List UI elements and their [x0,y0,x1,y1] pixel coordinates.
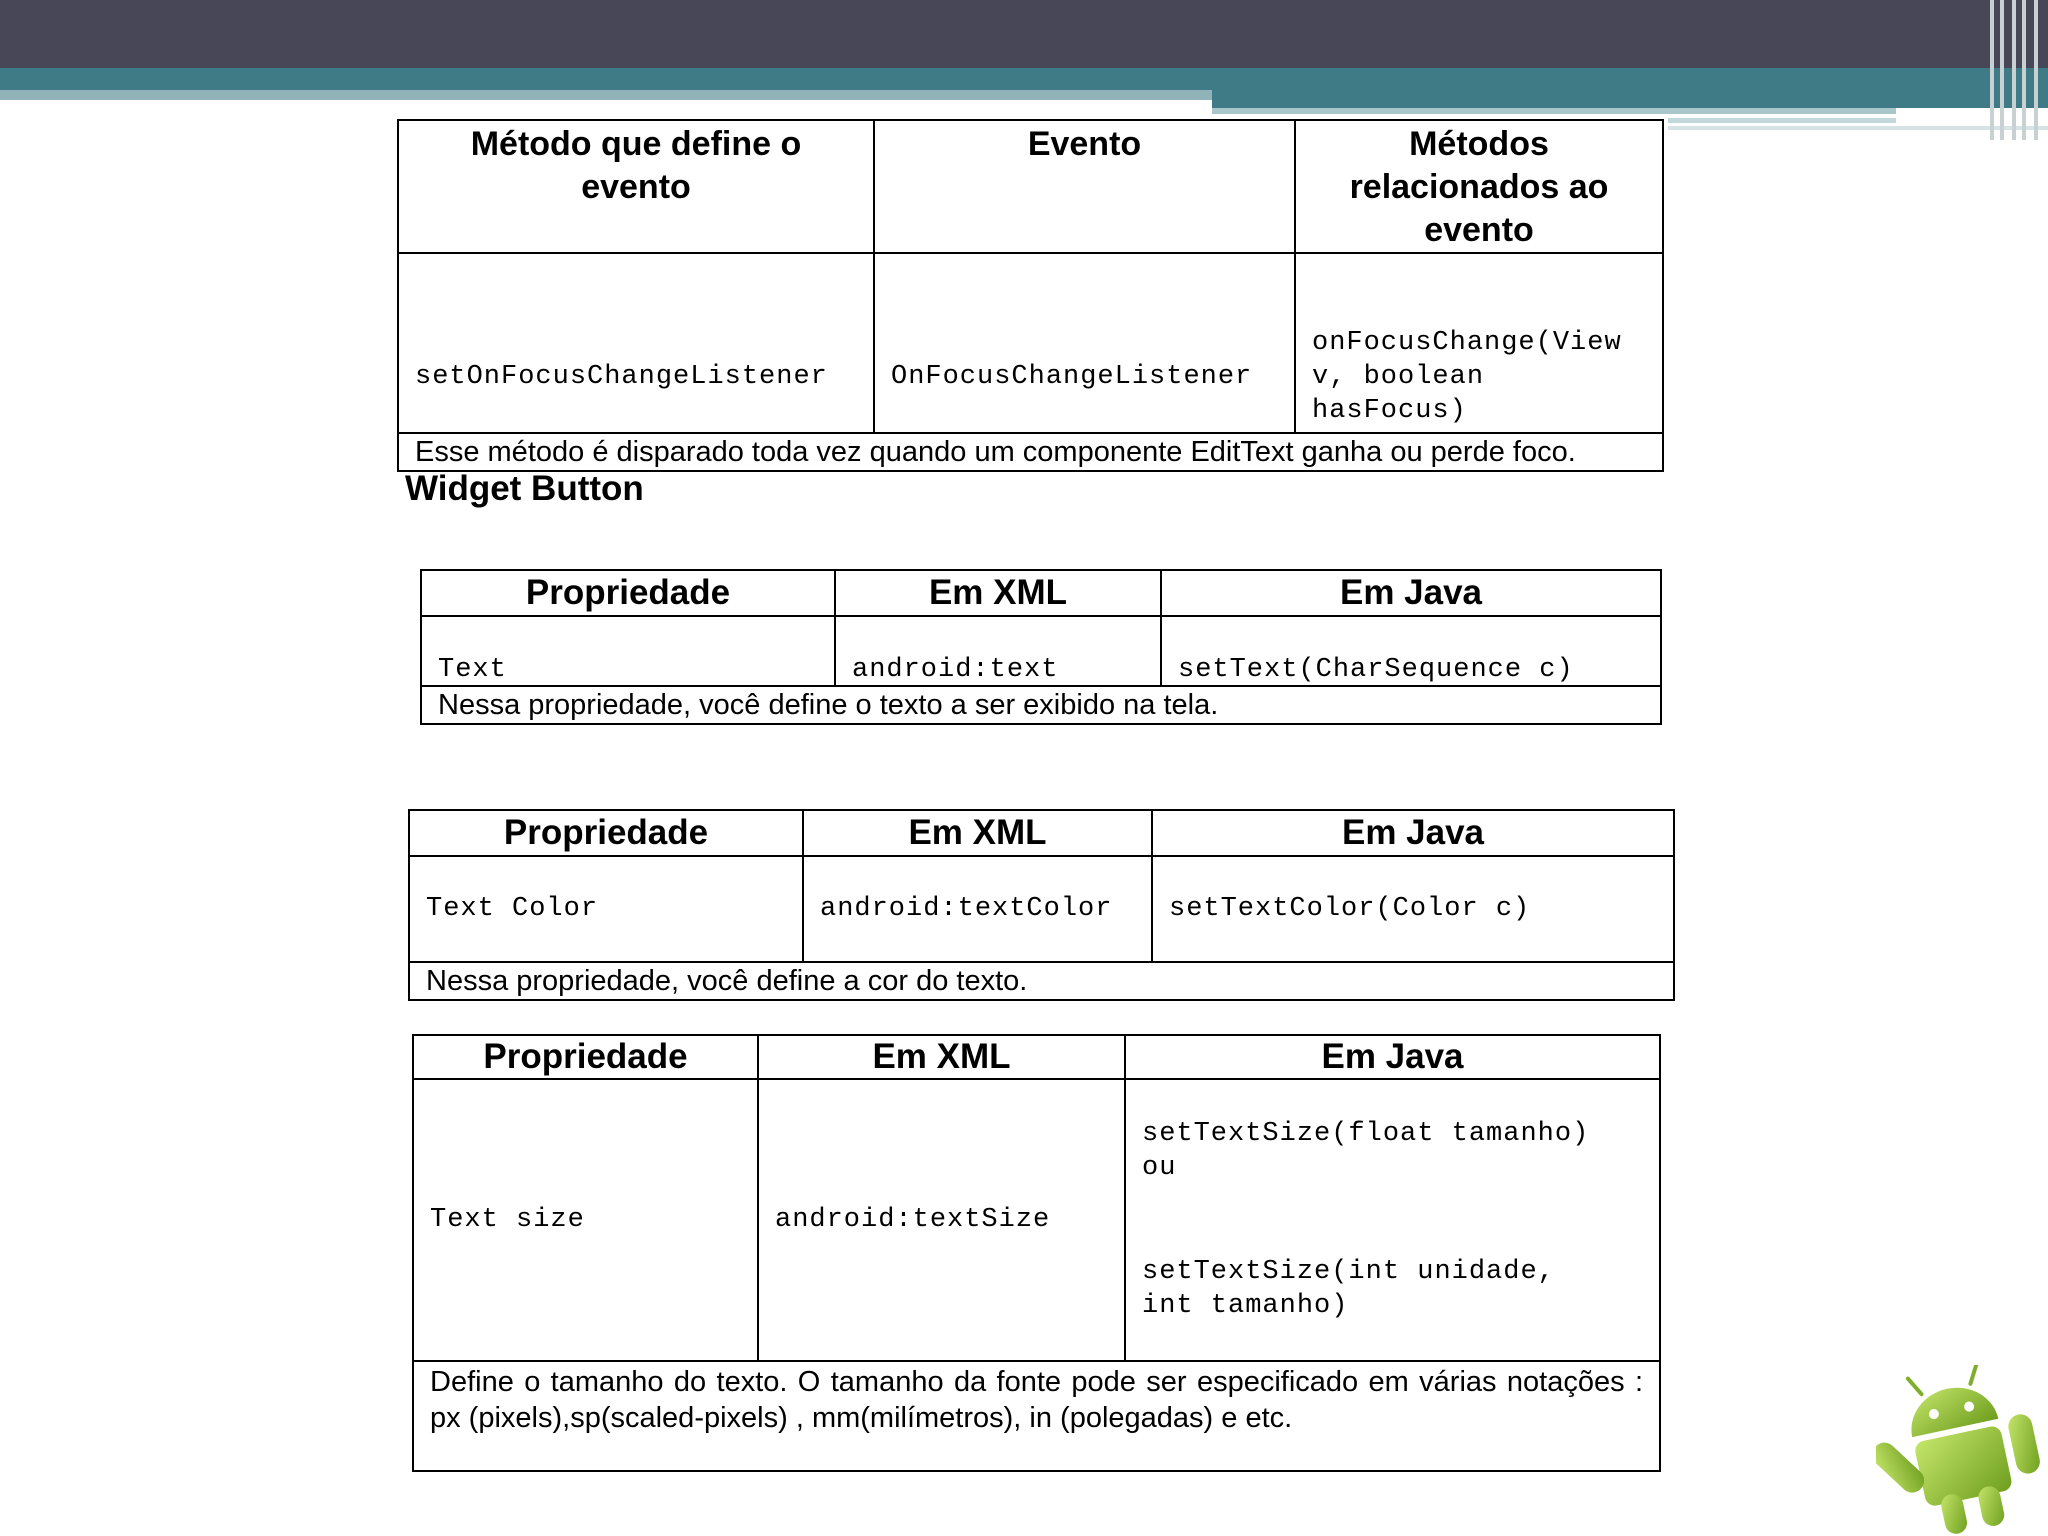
property-description: Nessa propriedade, você define a cor do texto. [409,962,1674,1000]
header-related-methods: Métodos relacionados ao evento [1295,120,1663,253]
header-property: Propriedade [409,810,803,856]
cell-xml: android:textColor [803,856,1152,962]
cell-java: setTextColor(Color c) [1152,856,1674,962]
header-dark-band [0,0,2048,68]
cell-property: Text Color [409,856,803,962]
java-line: setTextSize(int unidade, [1142,1257,1555,1287]
cell-java: setText(CharSequence c) [1161,616,1661,686]
cell-related [1295,253,1663,433]
focus-event-table [397,119,1664,472]
header-light-band [0,90,1212,100]
header-stripe [1990,0,1994,140]
related-line: v, boolean [1312,362,1485,392]
cell-event [874,253,1295,433]
header-accent-line [1212,108,1896,114]
header-event: Evento [874,120,1295,253]
event-value: OnFocusChangeListener [891,362,1253,392]
event-description: Esse método é disparado toda vez quando um componente EditText ganha ou perde foco. [398,433,1663,471]
header-xml: Em XML [803,810,1152,856]
method-value: setOnFocusChangeListener [415,362,828,392]
header-teal-band-right [1212,90,2048,108]
header-stripe [2034,0,2038,140]
header-teal-band [0,68,2048,90]
java-line: setTextSize(float tamanho) [1142,1119,1590,1149]
related-line: hasFocus) [1312,396,1467,426]
section-title: Widget Button [405,469,644,508]
cell-java [1125,1079,1660,1361]
header-xml: Em XML [758,1035,1125,1079]
property-table-text-color [408,809,1675,1001]
property-description: Nessa propriedade, você define o texto a ser exibido na tela. [421,686,1661,724]
cell-xml: android:textSize [758,1079,1125,1361]
cell-property: Text [421,616,835,686]
header-stripe [2000,0,2004,140]
header-stripe [2012,0,2016,140]
android-robot-icon [1876,1365,2048,1536]
header-xml: Em XML [835,570,1161,616]
header-accent-line [1668,118,1896,123]
header-java: Em Java [1125,1035,1660,1079]
cell-method [398,253,874,433]
property-description: Define o tamanho do texto. O tamanho da fonte pode ser especificado em várias notações : px (pixels),sp(scaled-pixels) , mm(milímetros), in (polegadas) e etc. [413,1361,1660,1471]
header-method: Método que define o evento [398,120,874,253]
java-line: ou [1142,1153,1177,1183]
header-property: Propriedade [421,570,835,616]
property-table-text [420,569,1662,725]
header-property: Propriedade [413,1035,758,1079]
cell-property: Text size [413,1079,758,1361]
property-table-text-size [412,1034,1661,1472]
header-stripe [2022,0,2026,140]
header-java: Em Java [1161,570,1661,616]
related-line: onFocusChange(View [1312,328,1622,358]
java-line: int tamanho) [1142,1291,1349,1321]
header-java: Em Java [1152,810,1674,856]
cell-xml: android:text [835,616,1161,686]
